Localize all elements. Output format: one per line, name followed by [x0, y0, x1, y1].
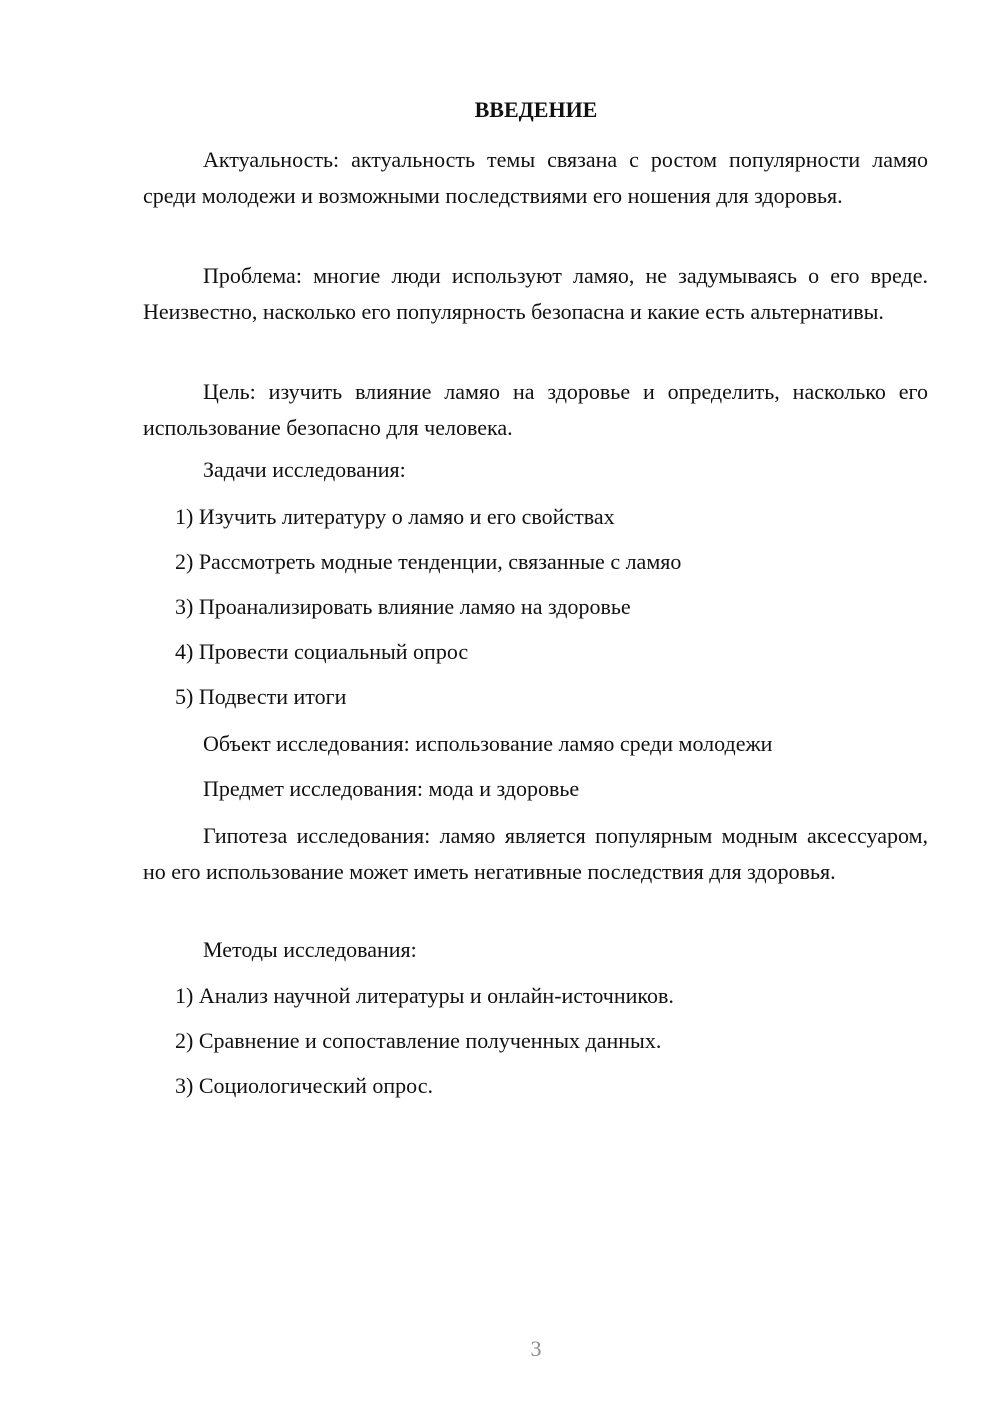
research-object: Объект исследования: использование ламяо среди молодежи	[203, 731, 773, 756]
paragraph-relevance: Актуальность: актуальность темы связана с ростом популярности ламяо среди молодежи и возможными последствиями его ношения для здоровья.	[143, 147, 928, 208]
methods-title: Методы исследования:	[203, 937, 417, 962]
task-item: 4) Провести социальный опрос	[175, 639, 469, 664]
paragraph-problem: Проблема: многие люди используют ламяо, не задумываясь о его вреде. Неизвестно, насколько его популярность безопасна и какие есть альтернативы.	[143, 263, 928, 324]
task-item: 1) Изучить литературу о ламяо и его свойствах	[175, 504, 615, 529]
paragraph-hypothesis: Гипотеза исследования: ламяо является популярным модным аксессуаром, но его использование может иметь негативные последствия для здоровья.	[143, 823, 928, 884]
task-item: 5) Подвести итоги	[175, 684, 347, 709]
method-item: 1) Анализ научной литературы и онлайн-источников.	[175, 983, 674, 1008]
task-item: 3) Проанализировать влияние ламяо на здоровье	[175, 594, 631, 619]
section-heading: ВВЕДЕНИЕ	[474, 97, 598, 122]
paragraph-goal: Цель: изучить влияние ламяо на здоровье и определить, насколько его использование безопасно для человека.	[143, 379, 928, 440]
page-number: 3	[530, 1336, 542, 1361]
task-item: 2) Рассмотреть модные тенденции, связанные с ламяо	[175, 549, 682, 574]
method-item: 2) Сравнение и сопоставление полученных данных.	[175, 1028, 662, 1053]
tasks-title: Задачи исследования:	[203, 457, 406, 482]
method-item: 3) Социологический опрос.	[175, 1073, 433, 1098]
research-subject: Предмет исследования: мода и здоровье	[203, 776, 580, 801]
